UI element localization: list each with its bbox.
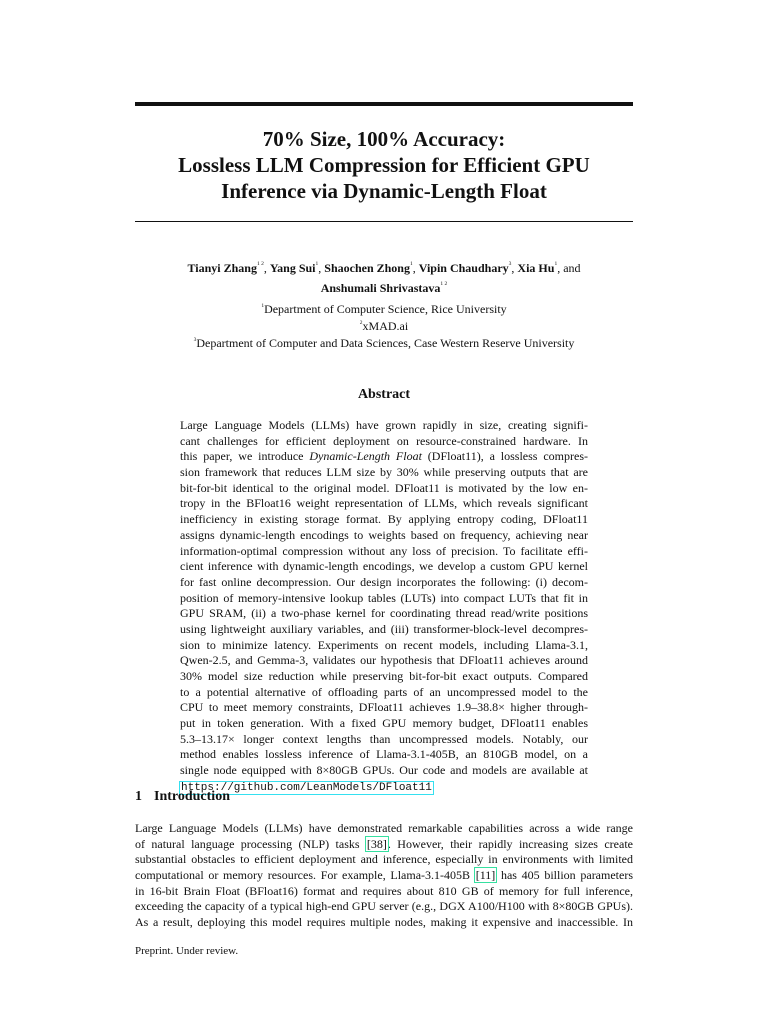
author-affil-marker: 3 bbox=[508, 261, 512, 267]
abstract-line: Large Language Models (LLMs) have grown rapidly in size, creating signifi- bbox=[180, 418, 588, 432]
intro-line bbox=[135, 915, 633, 931]
footer-note: Preprint. Under review. bbox=[135, 945, 239, 957]
affil-marker: 2 bbox=[359, 320, 363, 326]
abstract-line: cient inference with dynamic-length encodings, we develop a custom GPU kernel bbox=[180, 559, 588, 574]
abstract-line: bit-for-bit identical to the original model. DFloat11 is motivated by the low en- bbox=[180, 480, 588, 495]
affil-marker: 1 bbox=[261, 303, 265, 309]
author-name: Tianyi Zhang bbox=[187, 261, 257, 275]
section-number: 1 bbox=[135, 789, 142, 804]
intro-line bbox=[135, 884, 633, 900]
author-affil-marker: 1 bbox=[554, 261, 558, 267]
affiliation: xMAD.ai bbox=[362, 319, 409, 333]
abstract-line: sion framework that reduces LLM size by 30% while preserving outputs that are bbox=[180, 465, 588, 480]
abstract-body bbox=[180, 418, 588, 795]
author-affil-marker: 1 bbox=[409, 261, 413, 267]
abstract-line: put in token generation. With a fixed GPU memory budget, DFloat11 enables bbox=[180, 716, 588, 731]
intro-line bbox=[135, 899, 633, 915]
author-affil-marker: 1 2 bbox=[256, 261, 264, 267]
abstract-line bbox=[180, 779, 588, 795]
intro-text: computational or memory resources. For example, Llama-3.1-405B bbox=[135, 868, 475, 883]
abstract-text: (DFloat11), a lossless compres- bbox=[421, 449, 588, 464]
author-name: Vipin Chaudhary bbox=[418, 261, 509, 275]
abstract-line: using lightweight auxiliary variables, and (iii) transformer-block-level decompres- bbox=[180, 621, 588, 636]
intro-text: has 405 billion parameters bbox=[496, 868, 633, 883]
abstract-line: GPU SRAM, (ii) a two-phase kernel for coordinating thread read/write positions bbox=[180, 606, 588, 621]
citation-link[interactable]: [11] bbox=[475, 868, 496, 883]
abstract-text: this paper, we introduce bbox=[180, 449, 310, 464]
abstract-line: cant challenges for efficient deployment on resource-constrained hardware. In bbox=[180, 433, 588, 448]
intro-text: in 16-bit Brain Float (BFloat16) format and requires about 810 GB of memory for full inference, bbox=[135, 883, 633, 898]
abstract-line: 30% model size reduction while preserving bit-for-bit exact outputs. Compared bbox=[180, 669, 588, 683]
section-heading bbox=[135, 789, 230, 805]
intro-line bbox=[135, 821, 633, 837]
author-name: Yang Sui bbox=[269, 261, 316, 275]
abstract-line: position of memory-intensive lookup tables (LUTs) into compact LUTs that fit in bbox=[180, 590, 588, 605]
intro-text: substantial obstacles to efficient deployment and inference, especially in environments with limited bbox=[135, 852, 633, 867]
affiliation: Department of Computer and Data Sciences, Case Western Reserve University bbox=[196, 336, 575, 350]
abstract-line: method enables lossless inference of Llama-3.1-405B, an 810GB model, on a bbox=[180, 747, 588, 762]
affiliation: Department of Computer Science, Rice University bbox=[264, 302, 507, 316]
abstract-line: CPU to meet memory constraints, DFloat11 achieves 1.9–38.8× higher through- bbox=[180, 700, 588, 715]
author-affil-marker: 1 2 bbox=[440, 281, 448, 287]
author-separator: , and bbox=[557, 261, 581, 275]
abstract-line bbox=[180, 449, 588, 465]
intro-text: . However, their rapidly increasing sizes create bbox=[387, 836, 633, 851]
affil-marker: 3 bbox=[193, 337, 197, 343]
title-line: 70% Size, 100% Accuracy: bbox=[262, 127, 506, 151]
abstract-line: to a potential alternative of offloading parts of an uncompressed model to the bbox=[180, 684, 588, 699]
abstract-line: inefficiency in existing storage format. By applying entropy coding, DFloat11 bbox=[180, 512, 588, 527]
intro-text: As a result, deploying this model requires multiple nodes, making it expensive and inaccessible. In bbox=[135, 915, 633, 930]
abstract-line: 5.3–13.17× longer context lengths than uncompressed models. Notably, our bbox=[180, 731, 588, 746]
abstract-line: information-optimal compression without any loss of precision. To facilitate effi- bbox=[180, 543, 588, 558]
intro-text: exceeding the capacity of a typical high-end GPU server (e.g., DGX A100/H100 with 8×80GB GPUs). bbox=[135, 899, 633, 914]
abstract-heading: Abstract bbox=[357, 387, 411, 402]
author-separator: , bbox=[511, 261, 518, 275]
affiliations bbox=[135, 299, 633, 350]
top-rule bbox=[135, 102, 633, 106]
abstract-line: sion to minimize latency. Experiments on recent models, including Llama-3.1, bbox=[180, 637, 588, 652]
intro-text: of natural language processing (NLP) tasks bbox=[135, 836, 366, 851]
abstract-line: Qwen-2.5, and Gemma-3, validates our hypothesis that DFloat11 achieves around bbox=[180, 653, 588, 668]
intro-line bbox=[135, 852, 633, 868]
author-name: Anshumali Shrivastava bbox=[320, 281, 441, 295]
abstract-line: single node equipped with 8×80GB GPUs. Our code and models are available at bbox=[180, 763, 588, 778]
author-name: Xia Hu bbox=[517, 261, 555, 275]
author-separator: , bbox=[263, 261, 270, 275]
abstract-line: assigns dynamic-length encodings to weights based on frequency, achieving near bbox=[180, 527, 588, 542]
title-rule bbox=[135, 221, 633, 222]
citation-link[interactable]: [38] bbox=[366, 836, 387, 851]
intro-line bbox=[135, 837, 633, 853]
title-line: Inference via Dynamic-Length Float bbox=[221, 179, 547, 203]
introduction-body bbox=[135, 821, 633, 931]
intro-text: Large Language Models (LLMs) have demonstrated remarkable capabilities across a wide range bbox=[135, 821, 633, 835]
paper-title bbox=[135, 126, 633, 204]
author-name: Shaochen Zhong bbox=[324, 261, 410, 275]
author-affil-marker: 1 bbox=[315, 261, 319, 267]
author-list bbox=[135, 256, 633, 296]
intro-line bbox=[135, 868, 633, 884]
abstract-line: tropy in the BFloat16 weight representation of LLMs, which reveals significant bbox=[180, 496, 588, 511]
section-title: Introduction bbox=[154, 789, 230, 804]
emphasis-term: Dynamic-Length Float bbox=[309, 449, 422, 464]
abstract-line: for fast online decompression. Our design incorporates the following: (i) decom- bbox=[180, 574, 588, 589]
author-separator: , bbox=[412, 261, 419, 275]
author-separator: , bbox=[318, 261, 325, 275]
title-line: Lossless LLM Compression for Efficient GPU bbox=[178, 153, 590, 177]
code-repository-link[interactable]: https://github.com/LeanModels/DFloat11 bbox=[181, 781, 432, 794]
